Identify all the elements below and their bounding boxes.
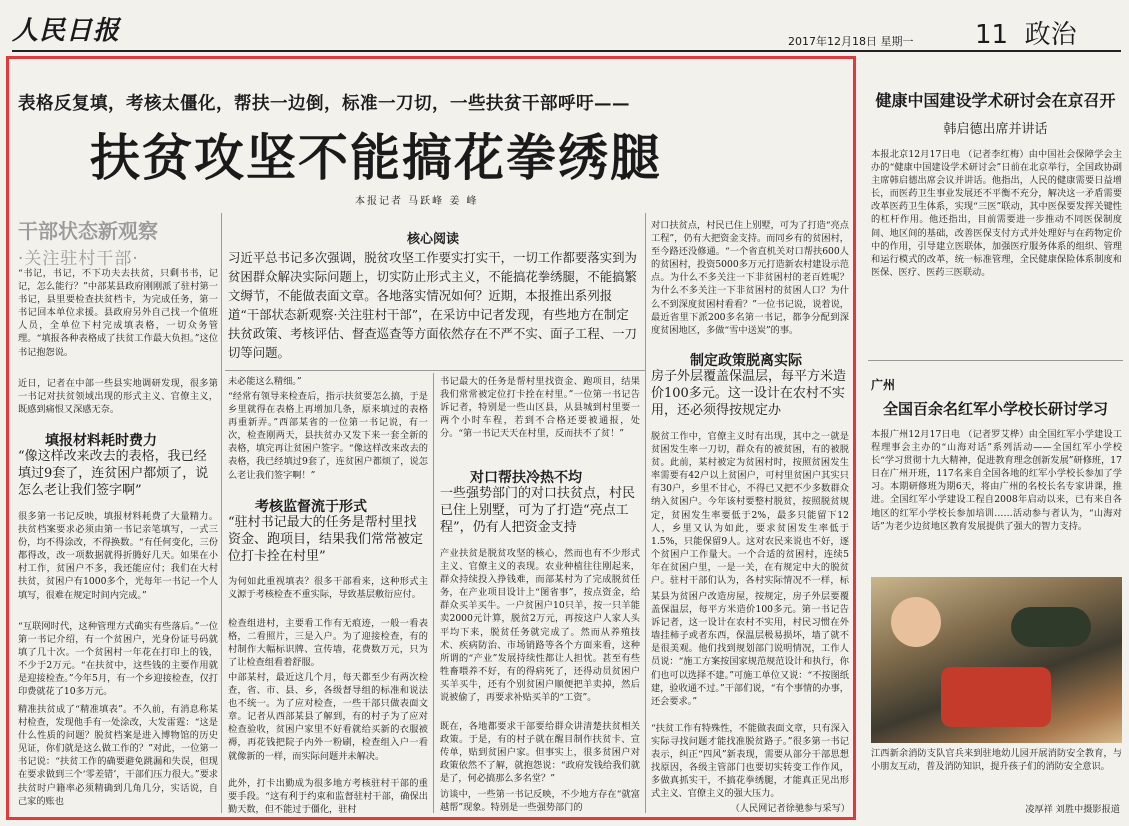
right-story1-text: 本报北京12月17日电 （记者李红梅）由中国社会保障学会主办的“健康中国建设学术研讨会”日前在北京举行，全国政协副主席韩启德出席会议并讲话。他指出，人民的健康需要日益增长，而医药卫生事业发展还不平衡不充分，解决这一矛盾需要改革医药卫生体系，实现“三医”联动，其中医保要发挥关键性的杠杆作用。他还指出，目前需要进一步推动不同医保制度间、地区间的基础，改善医保支付方式并处理好与在药物定价中的作用，引导建立医联体，加强医疗服务体系的组织、管理和运行模式的改革，统一标准管理，全民健康保险体系制度和医保、医疗、医药三医联动。 [871,149,1122,278]
story-rule [868,360,1123,361]
photo-soldier-figure [1011,607,1091,647]
col2-paragraph: 为何如此重视填表？很多干部看来，这种形式主义源于考核检查不重实际，导致基层敷衍应付。 [228,576,428,601]
subhead-1-quote: “像这样改来改去的表格，我已经填过9套了，连贫困户都烦了，说怎么老让我们签字啊” [18,449,209,498]
col3-paragraph: 产业扶贫是脱贫攻坚的核心，然而也有不少形式主义、官僚主义的表现。农业种植往往刚起来，群众持续投入挣钱难，而部某村为了完成脱贫任务，在产业项目设计上“图省事”，按点资金，给群众买羊买牛。一户贫困户10只羊，按一只羊能卖2000元计算，脱贫2万元，再按这户人家人头平均下来，脱贫任务就完成了。然而从养殖技术、疾病防治、市场销路等各个方面来看，这种所谓的“产业”发展持续性都让人担忧。甚至有些牲畜喂养不好，有的得病死了，还得动员贫困户买羊买牛，还有个别贫困户顺便把羊卖掉，然后说被偷了，再要求补贴买羊的“工资”。 [440,548,640,704]
right-story1-title: 健康中国建设学术研讨会在京召开 [875,91,1116,110]
news-photo [871,577,1122,743]
subhead-4: 制定政策脱离实际 [690,353,802,369]
col3-paragraph: 既在，各地都要求干部要给群众讲清楚扶贫相关政策。于是，有的村子就在醒目制作扶贫卡、宣传单，贴到贫困户家。但事实上，很多贫困户对政策依然不了解，就抱怨说：“政府发钱给我们就是了，何必搞那么多名堂？” [440,721,640,785]
right-story1-subtitle: 韩启德出席并讲话 [943,122,1048,137]
col1-paragraph: “互联网时代，这种管理方式确实有些落后。”一位第一书记介绍，有一个贫困户，光身份证号码就填了几十次。一个贫困村一年花在打印上的钱，不少于2万元。“在扶贫中，这些钱的主要作用就是迎接检查。”今年5月，有一个乡迎接检查，仅打印费就花了10多万元。 [18,621,218,698]
col3-paragraph: 访谈中，一些第一书记反映，不少地方存在“就富越帮”现象。特别是一些强势部门的 [440,789,640,814]
core-reading-text: 习近平总书记多次强调，脱贫攻坚工作要实打实干，一切工作都要落实到为贫困群众解决实际问题上，切实防止形式主义，不能搞花拳绣腿，不能搞繁文缛节，不能做表面文章。各地落实情况如何？近期，本报推出系列报道“干部状态新观察·关注驻村干部”，在采访中记者发现，有些地方在制定扶贫政策、考核评估、督查巡查等方面依然存在不严不实、面子工程、一刀切等问题。 [228,250,637,360]
subhead-4-quote: 房子外层覆盖保温层，每平方米造价100多元。这一设计在农村不实用，还必须得按规定办 [651,369,847,418]
col1-paragraph: 精准扶贫成了“精准填表”。不久前，有消息称某村检查，发现他手有一处涂改，大发雷霆：“这是什么性质的问题？脱贫档案是进入博物馆的历史见证，你们就是这么做工作的？”对此，一位第一书记说：“扶贫工作的确要避免跳漏和失误，但现在要求做到三个‘零差错’，干部们压力很大。”要求扶贫时户籍率必须精确到几角几分，实话说，自己家的账也 [18,704,218,807]
col2-paragraph: 中部某村，最近这几个月，每天都至少有两次检查，省、市、县、乡，各级督导组的标准和说法也不统一。为了应对检查，一些干部只做表面文章。记者从西部某县了解到，有的村子为了应对检查验收，贫困户家里不好看就给买新的衣服被褥，再花钱把院子内外一粉刷，检查组入户一看就像新的一样，而实际问题并未解决。 [228,672,428,762]
article-byline: 本报记者 马跃峰 姜 峰 [355,196,479,207]
col4-paragraph: 某县为贫困户改造房屋，按规定，房子外层要覆盖保温层，每平方米造价100多元。第一书记告诉记者，这一设计在农村不实用，村民习惯在外墙挂柿子或者东西，保温层极易损坏，墙了就不是很美观。他们找到规划部门说明情况，工作人员说：“施工方案按国家规范规范设计和执行，你们也可以选择不建。”可施工单位又说：“不按图纸建，验收通不过。”干部们说，“有个事情的办事，还会要求。” [651,591,849,707]
right-story2-text: 本报广州12月17日电 （记者罗艾桦）由全国红军小学建设工程理事会主办的“山海对话”系列活动——全国红军小学校长“学习贯彻十九大精神，促进教育理念创新发展”研修班，17日在广州开班，117名来自全国各地的红军小学校长参加了学习。本期研修班为期6天，将由广州的名校长名专家讲课，推进。全国红军小学建设工程自2008年启动以来，已有来自各地区的红军小学校长参加培训……活动参与者认为，“山海对话”为老少边贫地区教育发展提供了强大的智力支持。 [871,429,1122,532]
subhead-3: 对口帮扶冷热不均 [470,470,582,486]
issue-date: 2017年12月18日 星期一 [788,35,914,48]
col4-paragraph: 脱贫工作中，官僚主义时有出现，其中之一就是贫困发生率一刀切，群众有的被贫困，有的被脱贫。此前，某村被定为贫困村时，按照贫困发生率需要有42户以上贫困户，可村里贫困户其实只有30户，乡里不甘心，不得已又把不少多数群众纳入贫困户。今年该村要整村脱贫，按照脱贫规定，贫困发生率要低于2%，最多只能留下12人，乡里又认为如此，要求贫困发生率低于1.5%，只能保留9人。这对农民来说也不好，逐个贫困户工作量大。一个合适的贫困村，连续5年在贫困户里，一是一关，在有规定中大的脱贫户。驻村干部们认为，各村实际情况不一样，标 [651,431,849,587]
col2-paragraph: 检查组进村，主要看工作有无痕迹，一般一看表格，二看照片，三是入户。为了迎接检查，有的村制作大幅标识牌、宣传墙，花费数万元，只为了让检查组看着舒服。 [228,618,428,669]
col1-paragraph: 很多第一书记反映，填报材料耗费了大量精力。扶贫档案要求必须由第一书记亲笔填写，一式三份，均不得涂改，不得换数。“有任何变化，三份都得改，改一项数据就得折腾好几天。如果在小村工作，贫困户不多，我还能应付；我们在大村扶贫，贫困户有1000多个，光每年一书记一个人填写，很难在规定时间内完成。” [18,511,218,601]
series-title: 干部状态新观察 [18,219,158,243]
page-number: 11 [975,20,1009,50]
subhead-3-quote: 一些强势部门的对口扶贫点，村民已住上别墅，可为了打造“亮点工程”，仍有人把资金支持 [440,486,636,535]
column-divider [433,373,434,813]
col2-paragraph: 此外，打卡出勤成为很多地方考核驻村干部的重要手段。“这有利于约束和监督驻村干部，确保出勤天数，但不能过于僵化，驻村 [228,778,428,815]
photo-equipment [941,667,1051,727]
masthead [0,0,1129,50]
page-section: 政治 [1024,20,1077,50]
page-label [975,14,1077,51]
col2-paragraph: 未必能这么精细。” [228,376,302,387]
right-story2-region: 广州 [871,378,896,392]
newspaper-logo: 人民日报 [12,16,121,46]
subhead-1: 填报材料耗时费力 [45,433,157,449]
box-rule [225,370,645,371]
column-1 [18,215,218,269]
reporter-note: （人民网记者徐驰参与采写） [730,803,850,814]
photo-caption: 江西新余消防支队官兵来到驻地幼儿园开展消防安全教育，与小朋友互动，普及消防知识，提升孩子们的消防安全意识。 [871,748,1122,773]
photo-credit: 凌厚祥 刘胜中摄影报道 [1025,804,1120,815]
col4-paragraph: “扶贫工作有特殊性，不能做表面文章，只有深入实际寻找问题才能找准脱贫路子。”很多第一书记表示，纠正“四风”新表现，需要从部分干部思想找原因，各级主管部门也要切实转变工作作风，多做真抓实干，不搞花拳绣腿，才能真正见出形式主义、官僚主义的强大压力。 [651,723,849,800]
col2-paragraph: “经常有领导来检查后，指示扶贫要怎么搞，于是乡里就得在表格上再增加几条，原来填过的表格再重新弄。”西部某省的一位第一书记说，有一次，检查刚两天，县扶贫办又发下来一套全新的表格，填完再让贫困户签字。“像这样改来改去的表格，我已经填过9套了，连贫困户都烦了，说怎么老让我们签字啊！” [228,391,428,481]
column-divider [645,213,646,813]
core-reading-title: 核心阅读 [406,232,459,247]
masthead-rule [12,50,1121,52]
article-kicker: 表格反复填，考核太僵化，帮扶一边倒，标准一刀切，一些扶贫干部呼吁—— [18,94,630,114]
photo-child-figure [891,597,941,647]
col3-paragraph: 书记最大的任务是帮村里找资金、跑项目，结果我们常常被定位打卡拴在村里。”一位第一书记告诉记者，特别是一些山区县，从县城到村里要一两个小时车程，若到不合格还要被通报，处分。“第一书记天天在村里，反而扶不了贫！” [440,376,640,440]
column-divider [221,213,222,813]
col4-paragraph: 对口扶贫点，村民已住上别墅，可为了打造“亮点工程”，仍有大把资金支持。而同乡有的贫困村，至今路还没修通。“一个省直机关对口帮扶600人的贫困村，投资5000多万元打造新农村建设示范点。为什么不多关注一下非贫困村的老百姓呢？为什么不多关注一下非贫困村的贫困人口？为什么不到深度贫困村看看？”一位书记说，说着说，最近省里下派200多名第一书记，都争分配到深度贫困地区，多做“雪中送炭”的事。 [651,220,849,336]
col1-paragraph: 近日，记者在中部一些县实地调研发现，很多第一书记对扶贫领域出现的形式主义、官僚主义，既感到痛恨又深感无奈。 [18,378,218,416]
article-headline: 扶贫攻坚不能搞花拳绣腿 [90,128,662,187]
subhead-2: 考核监督流于形式 [255,499,367,515]
subhead-2-quote: “驻村书记最大的任务是帮村里找资金、跑项目，结果我们常常被定位打卡拴在村里” [228,515,424,564]
series-subtitle: ·关注驻村干部· [18,249,139,269]
right-story2-title: 全国百余名红军小学校长研讨学习 [882,400,1108,418]
col1-intro: “书记，书记，不下功夫去扶贫，只剩书书，记记，怎么能行？”中部某县政府刚刚派了驻村第一书记，县里要检查扶贫档卡，为完成任务，第一书记回本单位求援。县政府另外自己找一个值班人员，全单位下村完成填表格，一切众务管理。“填报各种表格成了扶贫工作最大负担。”这位书记抱怨说。 [18,268,218,358]
